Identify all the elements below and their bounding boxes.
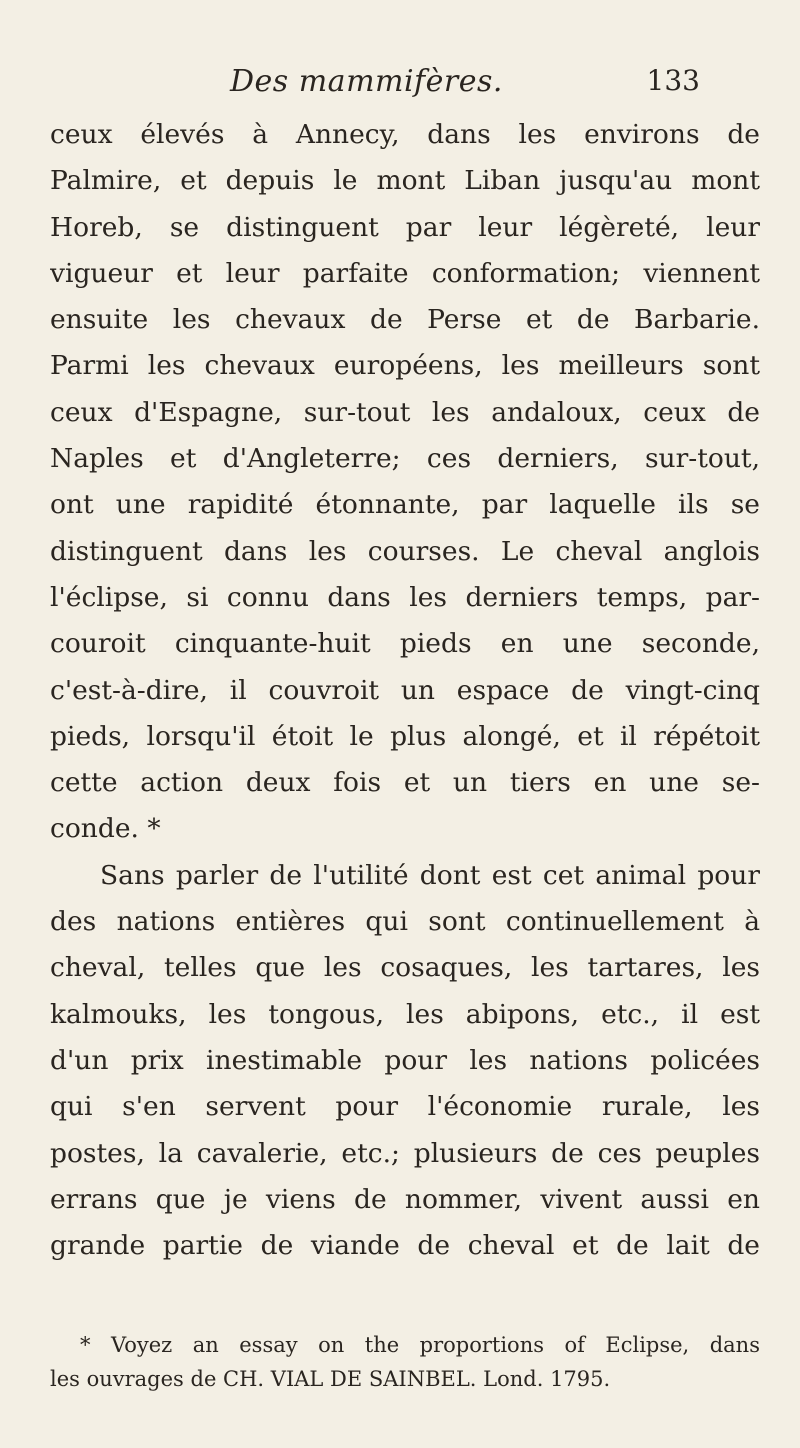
text-line: l'éclipse, si connu dans les derniers temps, par- (50, 581, 760, 613)
footnote (50, 1328, 760, 1396)
text-line: Parmi les chevaux européens, les meilleurs sont (50, 350, 760, 382)
text-line: grande partie de viande de cheval et de lait de (50, 1230, 760, 1262)
text-line: c'est-à-dire, il couvroit un espace de vingt-cinq (50, 674, 760, 706)
text-line: Palmire, et depuis le mont Liban jusqu'au mont (50, 165, 760, 197)
text-line: Naples et d'Angleterre; ces derniers, sur-tout, (50, 443, 760, 475)
text-line: Sans parler de l'utilité dont est cet animal pour (100, 859, 760, 891)
text-line: vigueur et leur parfaite conformation; viennent (50, 257, 760, 289)
text-line: ont une rapidité étonnante, par laquelle ils se (50, 489, 760, 521)
text-line: ceux d'Espagne, sur-tout les andaloux, ceux de (50, 396, 760, 428)
running-title: Des mammifères. (230, 64, 503, 99)
text-line: postes, la cavalerie, etc.; plusieurs de ces peuples (50, 1137, 760, 1169)
text-line: cheval, telles que les cosaques, les tartares, les (50, 952, 760, 984)
text-line: conde. * (50, 813, 161, 845)
text-line: pieds, lorsqu'il étoit le plus alongé, et il répétoit (50, 720, 760, 752)
text-line: Horeb, se distinguent par leur légèreté, leur (50, 211, 760, 243)
body-text (50, 112, 760, 1269)
text-line: des nations entières qui sont continuellement à (50, 906, 760, 938)
page-header (0, 64, 800, 104)
text-line: ceux élevés à Annecy, dans les environs de (50, 119, 760, 150)
text-line: distinguent dans les courses. Le cheval anglois (50, 535, 760, 567)
text-line: cette action deux fois et un tiers en une se- (50, 767, 760, 799)
text-line: d'un prix inestimable pour les nations policées (50, 1044, 760, 1076)
footnote-line: * Voyez an essay on the proportions of Eclipse, dans (80, 1333, 760, 1357)
text-line: errans que je viens de nommer, vivent aussi en (50, 1183, 760, 1215)
text-line: kalmouks, les tongous, les abipons, etc., il est (50, 998, 760, 1030)
text-line: ensuite les chevaux de Perse et de Barbarie. (50, 304, 760, 336)
page-number: 133 (646, 64, 700, 97)
footnote-line: les ouvrages de CH. VIAL DE SAINBEL. Lond. 1795. (50, 1367, 611, 1391)
text-line: qui s'en servent pour l'économie rurale, les (50, 1091, 760, 1123)
text-line: couroit cinquante-huit pieds en une seconde, (50, 628, 760, 660)
